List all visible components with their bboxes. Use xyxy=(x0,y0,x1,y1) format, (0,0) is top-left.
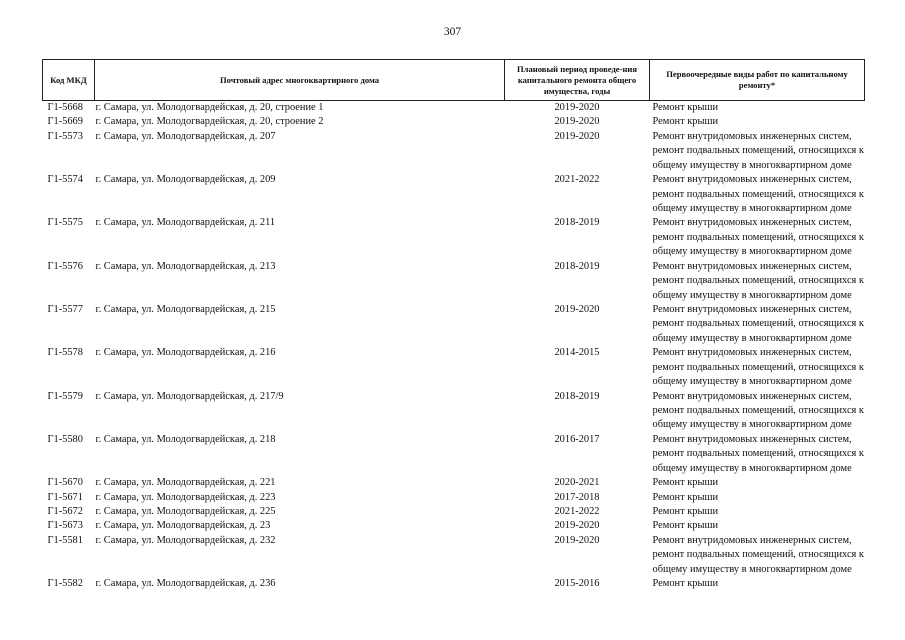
priority-works xyxy=(650,130,865,173)
works-line: Ремонт внутридомовых инженерных систем, xyxy=(652,534,852,546)
table-row xyxy=(43,433,865,476)
works-line: Ремонт внутридомовых инженерных систем, xyxy=(652,390,852,402)
repair-period: 2020-2021 xyxy=(554,477,600,489)
table-row xyxy=(43,534,865,577)
table-row xyxy=(43,216,865,259)
works-line: ремонт подвальных помещений, относящихся к xyxy=(652,231,864,243)
building-address: г. Самара, ул. Молодогвардейская, д. 217/9 xyxy=(95,390,284,402)
building-code: Г1-5582 xyxy=(47,578,83,590)
header-works: Первоочередные виды работ по капитальному ремонту* xyxy=(650,60,865,101)
priority-works xyxy=(650,346,865,389)
table-row xyxy=(43,101,865,116)
building-code: Г1-5576 xyxy=(47,260,83,272)
building-code: Г1-5669 xyxy=(47,116,83,128)
repair-period: 2017-2018 xyxy=(554,491,600,503)
table-header-row xyxy=(43,60,865,101)
works-line: общему имуществу в многоквартирном доме xyxy=(652,159,852,171)
works-line: ремонт подвальных помещений, относящихся к xyxy=(652,145,864,157)
priority-works xyxy=(650,505,865,519)
repair-period: 2021-2022 xyxy=(554,174,600,186)
works-line: Ремонт крыши xyxy=(652,520,719,532)
table-row xyxy=(43,173,865,216)
repair-period: 2018-2019 xyxy=(554,217,600,229)
works-line: Ремонт крыши xyxy=(652,506,719,517)
repair-period: 2019-2020 xyxy=(554,534,600,546)
works-line: общему имуществу в многоквартирном доме xyxy=(652,563,852,575)
repair-period: 2016-2017 xyxy=(554,433,600,445)
works-line: общему имуществу в многоквартирном доме xyxy=(652,332,852,344)
repair-period: 2019-2020 xyxy=(554,102,600,113)
priority-works xyxy=(650,303,865,346)
building-address: г. Самара, ул. Молодогвардейская, д. 221 xyxy=(95,477,276,489)
works-line: Ремонт внутридомовых инженерных систем, xyxy=(652,260,852,272)
works-line: Ремонт крыши xyxy=(652,116,719,128)
works-line: Ремонт внутридомовых инженерных систем, xyxy=(652,433,852,445)
building-code: Г1-5670 xyxy=(47,477,83,489)
table-row xyxy=(43,577,865,591)
building-address: г. Самара, ул. Молодогвардейская, д. 216 xyxy=(95,347,276,359)
works-line: ремонт подвальных помещений, относящихся к xyxy=(652,318,864,330)
table-row xyxy=(43,130,865,173)
priority-works xyxy=(650,534,865,577)
priority-works xyxy=(650,260,865,303)
building-code: Г1-5672 xyxy=(47,506,83,517)
priority-works xyxy=(650,433,865,476)
priority-works xyxy=(650,577,865,591)
works-line: ремонт подвальных помещений, относящихся к xyxy=(652,361,864,373)
priority-works xyxy=(650,519,865,533)
header-code: Код МКД xyxy=(43,60,95,101)
building-address: г. Самара, ул. Молодогвардейская, д. 215 xyxy=(95,304,276,315)
table-body xyxy=(43,101,865,592)
repair-period: 2019-2020 xyxy=(554,116,600,128)
header-period: Плановый период проведе-ния капитального ремонта общего имущества, годы xyxy=(505,60,650,101)
works-line: Ремонт крыши xyxy=(652,102,719,113)
table-row xyxy=(43,346,865,389)
repair-period: 2021-2022 xyxy=(554,506,600,517)
building-address: г. Самара, ул. Молодогвардейская, д. 213 xyxy=(95,260,276,272)
building-address: г. Самара, ул. Молодогвардейская, д. 207 xyxy=(95,130,276,142)
table-row xyxy=(43,390,865,433)
repair-period: 2018-2019 xyxy=(554,390,600,402)
priority-works xyxy=(650,476,865,490)
page-number: 307 xyxy=(443,26,462,38)
building-code: Г1-5574 xyxy=(47,174,83,186)
priority-works xyxy=(650,491,865,505)
building-code: Г1-5575 xyxy=(47,217,83,229)
building-code: Г1-5573 xyxy=(47,130,83,142)
works-line: общему имуществу в многоквартирном доме xyxy=(652,246,852,258)
table-row xyxy=(43,505,865,519)
works-line: общему имуществу в многоквартирном доме xyxy=(652,289,852,301)
works-line: общему имуществу в многоквартирном доме xyxy=(652,202,852,214)
building-code: Г1-5668 xyxy=(47,102,83,113)
priority-works xyxy=(650,173,865,216)
building-address: г. Самара, ул. Молодогвардейская, д. 232 xyxy=(95,534,276,546)
repair-period: 2018-2019 xyxy=(554,260,600,272)
building-address: г. Самара, ул. Молодогвардейская, д. 23 xyxy=(95,520,271,532)
building-address: г. Самара, ул. Молодогвардейская, д. 211 xyxy=(95,217,276,229)
building-address: г. Самара, ул. Молодогвардейская, д. 209 xyxy=(95,174,276,186)
table-row xyxy=(43,303,865,346)
repair-period: 2015-2016 xyxy=(554,578,600,590)
building-address: г. Самара, ул. Молодогвардейская, д. 223 xyxy=(95,491,276,503)
building-code: Г1-5579 xyxy=(47,390,83,402)
priority-works xyxy=(650,390,865,433)
works-line: ремонт подвальных помещений, относящихся к xyxy=(652,405,864,416)
works-line: Ремонт внутридомовых инженерных систем, xyxy=(652,130,852,142)
works-line: ремонт подвальных помещений, относящихся к xyxy=(652,549,864,561)
table-row xyxy=(43,476,865,490)
priority-works xyxy=(650,216,865,259)
repair-period: 2019-2020 xyxy=(554,520,600,532)
building-address: г. Самара, ул. Молодогвардейская, д. 236 xyxy=(95,578,276,590)
header-address: Почтовый адрес многоквартирного дома xyxy=(95,60,505,101)
works-line: Ремонт крыши xyxy=(652,578,719,590)
building-address: г. Самара, ул. Молодогвардейская, д. 218 xyxy=(95,433,276,445)
repair-period: 2019-2020 xyxy=(554,130,600,142)
works-line: Ремонт крыши xyxy=(652,477,719,489)
building-address: г. Самара, ул. Молодогвардейская, д. 20, строение 2 xyxy=(95,116,324,128)
building-address: г. Самара, ул. Молодогвардейская, д. 20, строение 1 xyxy=(95,102,324,113)
works-line: ремонт подвальных помещений, относящихся к xyxy=(652,275,864,287)
works-line: ремонт подвальных помещений, относящихся к xyxy=(652,188,864,200)
priority-works xyxy=(650,115,865,129)
table-row xyxy=(43,115,865,129)
works-line: общему имуществу в многоквартирном доме xyxy=(652,419,852,431)
building-code: Г1-5580 xyxy=(47,433,83,445)
table-row xyxy=(43,491,865,505)
priority-works xyxy=(650,101,865,116)
works-line: Ремонт внутридомовых инженерных систем, xyxy=(652,174,852,186)
works-line: Ремонт внутридомовых инженерных систем, xyxy=(652,347,852,359)
works-line: ремонт подвальных помещений, относящихся к xyxy=(652,448,864,460)
works-line: Ремонт крыши xyxy=(652,491,719,503)
works-line: общему имуществу в многоквартирном доме xyxy=(652,462,852,474)
repair-schedule-table xyxy=(42,59,865,592)
repair-period: 2019-2020 xyxy=(554,304,600,315)
works-line: общему имуществу в многоквартирном доме xyxy=(652,376,852,388)
repair-period: 2014-2015 xyxy=(554,347,600,359)
building-code: Г1-5577 xyxy=(47,304,83,315)
table-row xyxy=(43,260,865,303)
building-address: г. Самара, ул. Молодогвардейская, д. 225 xyxy=(95,506,276,517)
building-code: Г1-5673 xyxy=(47,520,83,532)
works-line: Ремонт внутридомовых инженерных систем, xyxy=(652,304,852,315)
works-line: Ремонт внутридомовых инженерных систем, xyxy=(652,217,852,229)
building-code: Г1-5581 xyxy=(47,534,83,546)
building-code: Г1-5671 xyxy=(47,491,83,503)
building-code: Г1-5578 xyxy=(47,347,83,359)
table-row xyxy=(43,519,865,533)
